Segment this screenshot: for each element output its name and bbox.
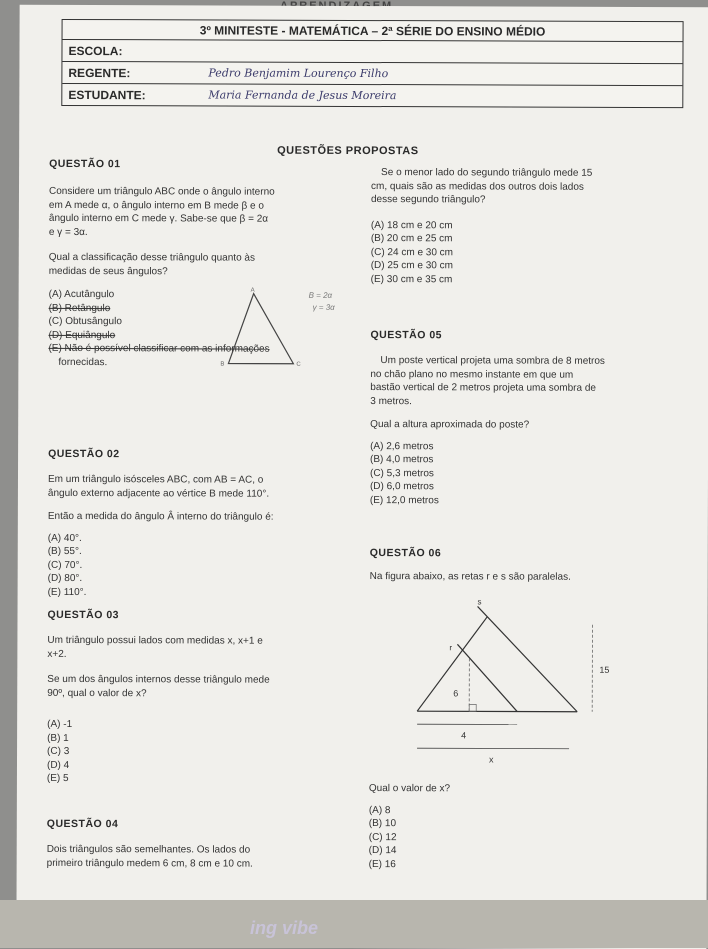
teacher-value: Pedro Benjamim Lourenço Filho <box>208 66 388 80</box>
student-label: ESTUDANTE: <box>62 87 208 102</box>
label-r: r <box>449 643 452 652</box>
q1-option-e-cont: fornecidas. <box>48 356 368 371</box>
big-height-label: 15 <box>599 665 609 675</box>
q2-option-e[interactable]: (E) 110°. <box>48 586 368 601</box>
bottom-watermark: ing vibe <box>250 918 318 939</box>
base-line <box>417 711 577 712</box>
line-s <box>477 606 577 711</box>
q4-cont-line: cm, quais são as medidas dos outros dois lados <box>371 180 681 195</box>
q2-option-d[interactable]: (D) 80°. <box>48 572 368 587</box>
q2-text-line: Em um triângulo isósceles ABC, com AB = AC, o <box>48 473 368 488</box>
q2-option-c[interactable]: (C) 70°. <box>48 559 368 574</box>
q1-option-b[interactable]: (B) Retângulo <box>49 302 369 317</box>
q3-text-line: Se um dos ângulos internos desse triângulo mede <box>47 673 367 688</box>
q1-option-c[interactable]: (C) Obtusângulo <box>49 315 369 330</box>
q3-option-a[interactable]: (A) -1 <box>47 718 367 733</box>
q3-text-line: x+2. <box>47 648 367 663</box>
q4-text-line: Dois triângulos são semelhantes. Os lados do <box>47 843 367 858</box>
q5-text-line: no chão plano no mesmo instante em que um <box>370 368 680 383</box>
small-height-label: 6 <box>453 688 458 698</box>
q3-title: QUESTÃO 03 <box>47 608 367 623</box>
q5-option-e[interactable]: (E) 12,0 metros <box>370 494 680 509</box>
q2-title: QUESTÃO 02 <box>48 447 368 462</box>
q6-title: QUESTÃO 06 <box>370 546 680 561</box>
student-row <box>62 84 682 107</box>
q3-option-b[interactable]: (B) 1 <box>47 732 367 747</box>
big-base-arrow <box>417 748 569 749</box>
q6-option-e[interactable]: (E) 16 <box>369 858 679 873</box>
q2-text-line: ângulo externo adjacente ao vértice B mede 110°. <box>48 487 368 502</box>
q1-option-d[interactable]: (D) Equiângulo <box>48 329 368 344</box>
q5-text-line: Qual a altura aproximada do poste? <box>370 418 680 433</box>
q5-text-line: 3 metros. <box>370 395 680 410</box>
worksheet-page <box>16 5 708 949</box>
q6-option-d[interactable]: (D) 14 <box>369 844 679 859</box>
q5-option-c[interactable]: (C) 5,3 metros <box>370 467 680 482</box>
q1-handwritten-note: γ = 3α <box>313 303 336 312</box>
q3-option-d[interactable]: (D) 4 <box>47 759 367 774</box>
q4-option-e[interactable]: (E) 30 cm e 35 cm <box>371 273 681 288</box>
q1-vertex-c: C <box>296 362 301 368</box>
small-base-label: 4 <box>461 730 466 740</box>
q4-title: QUESTÃO 04 <box>47 817 367 832</box>
q5-text-line: bastão vertical de 2 metros projeta uma sombra de <box>370 381 680 396</box>
q4-cont-line: desse segundo triângulo? <box>371 193 681 208</box>
q6-figure <box>397 596 628 777</box>
q5-title: QUESTÃO 05 <box>370 328 680 343</box>
question-06 <box>370 546 680 585</box>
q3-text-line: 90º, qual o valor de x? <box>47 687 367 702</box>
question-03 <box>47 608 368 787</box>
q1-option-e-text: (E) Não é possível classificar com as informações <box>48 343 269 355</box>
q6-text: Na figura abaixo, as retas r e s são paralelas. <box>370 570 680 585</box>
q6-question: Qual o valor de x? <box>369 782 679 797</box>
q1-triangle-sketch <box>208 283 358 374</box>
right-angle-mark <box>469 704 476 711</box>
label-s: s <box>478 597 482 606</box>
q2-option-b[interactable]: (B) 55°. <box>48 545 368 560</box>
q3-text-line: Um triângulo possui lados com medidas x, x+1 e <box>47 634 367 649</box>
q4-cont-line: Se o menor lado do segundo triângulo mede 15 <box>371 166 681 181</box>
q1-vertex-a: A <box>251 288 255 294</box>
school-label: ESCOLA: <box>62 43 208 58</box>
q3-option-c[interactable]: (C) 3 <box>47 745 367 760</box>
q5-option-b[interactable]: (B) 4,0 metros <box>370 453 680 468</box>
question-05 <box>370 328 681 508</box>
q1-vertex-b: B <box>220 362 224 368</box>
school-row <box>62 40 682 64</box>
section-title: QUESTÕES PROPOSTAS <box>277 145 418 157</box>
test-title: 3º MINITESTE - MATEMÁTICA – 2ª SÉRIE DO ENSINO MÉDIO <box>63 20 683 42</box>
q4-text-line: primeiro triângulo medem 6 cm, 8 cm e 10 cm. <box>47 857 367 872</box>
q1-title: QUESTÃO 01 <box>49 157 369 172</box>
q1-text-line: Qual a classificação desse triângulo quanto às <box>49 251 369 266</box>
q1-triangle-shape <box>228 294 293 364</box>
q1-option-a[interactable]: (A) Acutângulo <box>49 288 369 303</box>
question-04-continued <box>371 166 681 287</box>
q6-option-a[interactable]: (A) 8 <box>369 804 679 819</box>
q3-option-e[interactable]: (E) 5 <box>47 772 367 787</box>
q4-option-b[interactable]: (B) 20 cm e 25 cm <box>371 232 681 247</box>
bottom-desk-area <box>0 900 708 948</box>
q1-text-line: e γ = 3α. <box>49 226 369 241</box>
q2-option-a[interactable]: (A) 40°. <box>48 532 368 547</box>
question-04 <box>47 817 367 871</box>
q1-text-line: medidas de seus ângulos? <box>49 265 369 280</box>
q1-handwritten-note: B = 2α <box>309 291 333 300</box>
q5-text-line: Um poste vertical projeta uma sombra de 8 metros <box>370 354 680 369</box>
q5-option-a[interactable]: (A) 2,6 metros <box>370 440 680 455</box>
teacher-row <box>62 62 682 86</box>
student-value: Maria Fernanda de Jesus Moreira <box>208 88 396 102</box>
teacher-label: REGENTE: <box>62 65 208 80</box>
question-02 <box>48 447 369 600</box>
q1-text-line: em A mede α, o ângulo interno em B mede β e o <box>49 199 369 214</box>
q2-text-line: Então a medida do ângulo Â interno do triângulo é: <box>48 510 368 525</box>
q5-option-d[interactable]: (D) 6,0 metros <box>370 480 680 495</box>
question-06-answers <box>369 782 679 872</box>
q1-text-line: ângulo interno em C mede γ. Sabe-se que β = 2α <box>49 212 369 227</box>
q1-text-line: Considere um triângulo ABC onde o ângulo interno <box>49 185 369 200</box>
q4-option-d[interactable]: (D) 25 cm e 30 cm <box>371 259 681 274</box>
q4-option-c[interactable]: (C) 24 cm e 30 cm <box>371 246 681 261</box>
header-table <box>61 19 683 108</box>
q6-option-b[interactable]: (B) 10 <box>369 817 679 832</box>
q6-option-c[interactable]: (C) 12 <box>369 831 679 846</box>
q4-option-a[interactable]: (A) 18 cm e 20 cm <box>371 219 681 234</box>
line-r <box>457 644 517 711</box>
big-base-label: x <box>489 754 494 764</box>
